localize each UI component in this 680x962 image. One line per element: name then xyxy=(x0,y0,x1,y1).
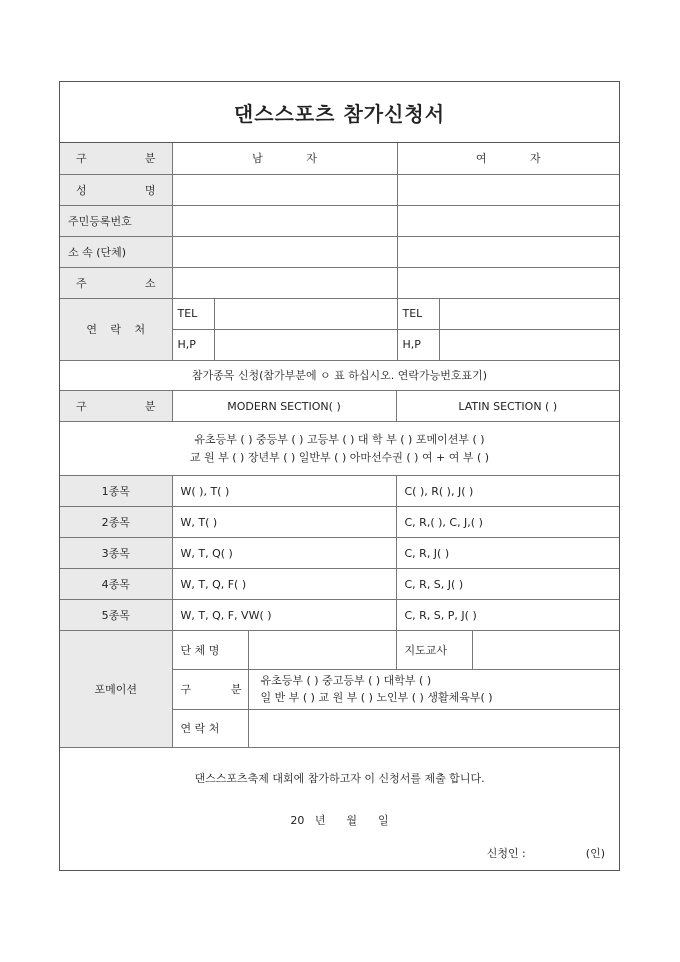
female-affiliation-field[interactable] xyxy=(397,236,619,267)
formation-divisions-line-1: 유초등부 ( ) 중고등부 ( ) 대학부 ( ) xyxy=(260,674,432,687)
event-row xyxy=(60,507,619,538)
formation-division-row: 구 분 유초등부 ( ) 중고등부 ( ) 대학부 ( ) 일 반 부 ( ) 교 원 부 ( ) 노인부 ( ) 생활체육부( ) xyxy=(60,669,619,709)
formation-contact-label: 연 락 처 xyxy=(172,709,248,747)
female-address-field[interactable] xyxy=(397,267,619,298)
signature-line xyxy=(487,845,605,861)
divisions-row xyxy=(60,422,619,476)
formation-divisions xyxy=(248,669,619,709)
divisions xyxy=(60,422,619,476)
male-hp-label: H,P xyxy=(172,329,214,360)
event-label: 1종목 xyxy=(60,476,172,507)
female-id-field[interactable] xyxy=(397,205,619,236)
id-row xyxy=(60,205,619,236)
events-table xyxy=(60,361,619,632)
male-tel-field[interactable] xyxy=(214,298,397,329)
female-tel-label: TEL xyxy=(397,298,439,329)
application-form xyxy=(59,81,620,871)
male-id-field[interactable] xyxy=(172,205,397,236)
male-name-field[interactable] xyxy=(172,174,397,205)
latin-dances[interactable]: C, R,( ), C, J,( ) xyxy=(396,507,619,538)
event-row xyxy=(60,600,619,631)
male-affiliation-field[interactable] xyxy=(172,236,397,267)
event-row xyxy=(60,538,619,569)
applicant-label: 신청인 : xyxy=(486,847,526,860)
latin-dances[interactable]: C, R, J( ) xyxy=(396,538,619,569)
category-row: 구 분 남 자 여 자 xyxy=(60,143,619,174)
formation-contact-field[interactable] xyxy=(248,709,619,747)
personal-info-table xyxy=(60,143,619,361)
latin-dances[interactable]: C, R, S, J( ) xyxy=(396,569,619,600)
team-name-field[interactable] xyxy=(248,631,396,669)
modern-dances[interactable]: W, T( ) xyxy=(172,507,396,538)
divisions-line-2: 교 원 부 ( ) 장년부 ( ) 일반부 ( ) 아마선수권 ( ) 여 + 여 부 ( ) xyxy=(189,450,490,464)
male-tel-label: TEL xyxy=(172,298,214,329)
formation-table xyxy=(60,631,619,748)
female-header: 여 자 xyxy=(397,143,619,174)
form-title: 댄스스포츠 참가신청서 xyxy=(60,82,619,143)
latin-dances[interactable]: C, R, S, P, J( ) xyxy=(396,600,619,631)
formation-team-row xyxy=(60,631,619,669)
modern-dances[interactable]: W, T, Q( ) xyxy=(172,538,396,569)
formation-label: 포메이션 xyxy=(60,631,172,747)
section-header: 참가종목 신청(참가부분에 ㅇ 표 하십시오. 연락가능번호표기) xyxy=(60,361,619,391)
modern-dances[interactable]: W, T, Q, F, VW( ) xyxy=(172,600,396,631)
tel-row xyxy=(60,298,619,329)
female-tel-field[interactable] xyxy=(439,298,619,329)
latin-dances[interactable]: C( ), R( ), J( ) xyxy=(396,476,619,507)
latin-section: LATIN SECTION ( ) xyxy=(396,391,619,422)
contact-label: 연 락 처 xyxy=(60,298,172,360)
section-category-row: 구 분 MODERN SECTION( ) LATIN SECTION ( ) xyxy=(60,391,619,422)
male-address-field[interactable] xyxy=(172,267,397,298)
team-name-label: 단 체 명 xyxy=(172,631,248,669)
divisions-line-1: 유초등부 ( ) 중등부 ( ) 고등부 ( ) 대 학 부 ( ) 포메이션부 ( ) xyxy=(194,432,485,446)
section-header-row xyxy=(60,361,619,391)
event-label: 4종목 xyxy=(60,569,172,600)
event-row xyxy=(60,569,619,600)
modern-dances[interactable]: W( ), T( ) xyxy=(172,476,396,507)
modern-dances[interactable]: W, T, Q, F( ) xyxy=(172,569,396,600)
coach-field[interactable] xyxy=(472,631,619,669)
affiliation-label: 소 속 (단체) xyxy=(60,236,172,267)
male-header: 남 자 xyxy=(172,143,397,174)
coach-label: 지도교사 xyxy=(396,631,472,669)
event-label: 2종목 xyxy=(60,507,172,538)
statement: 댄스스포츠축제 대회에 참가하고자 이 신청서를 제출 합니다. xyxy=(194,772,485,785)
affiliation-row xyxy=(60,236,619,267)
footer xyxy=(60,760,619,870)
female-name-field[interactable] xyxy=(397,174,619,205)
male-hp-field[interactable] xyxy=(214,329,397,360)
event-label: 5종목 xyxy=(60,600,172,631)
event-label: 3종목 xyxy=(60,538,172,569)
date-line: 20 년 월 일 xyxy=(290,814,389,827)
id-label: 주민등록번호 xyxy=(60,205,172,236)
event-row xyxy=(60,476,619,507)
formation-divisions-line-2: 일 반 부 ( ) 교 원 부 ( ) 노인부 ( ) 생활체육부( ) xyxy=(260,691,493,704)
address-row: 주 소 xyxy=(60,267,619,298)
female-hp-label: H,P xyxy=(397,329,439,360)
seal-label: (인) xyxy=(585,847,605,860)
female-hp-field[interactable] xyxy=(439,329,619,360)
name-row: 성 명 xyxy=(60,174,619,205)
modern-section: MODERN SECTION( ) xyxy=(172,391,396,422)
